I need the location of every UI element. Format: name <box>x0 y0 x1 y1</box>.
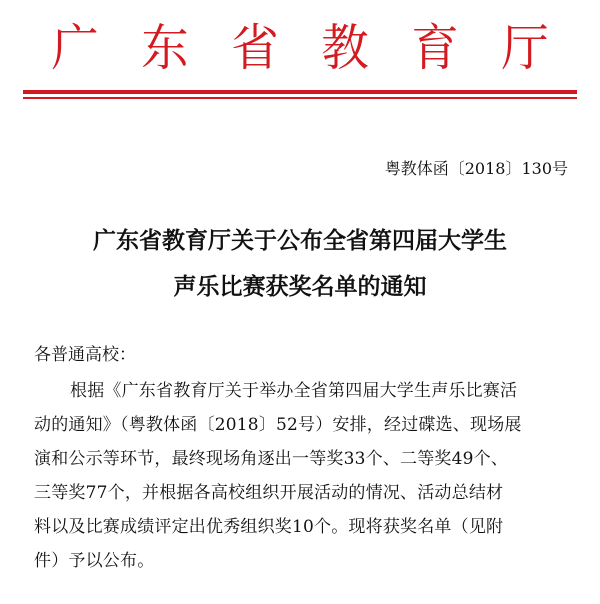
body-paragraph-line: 根据《广东省教育厅关于举办全省第四届大学生声乐比赛活 <box>70 381 518 401</box>
masthead-title <box>0 20 600 76</box>
body-paragraph-line: 件）予以公布。 <box>34 551 155 571</box>
body-paragraph-line: 料以及比赛成绩评定出优秀组织奖10个。现将获奖名单（见附 <box>34 517 504 537</box>
document-number: 粤教体函〔2018〕130号 <box>384 159 568 178</box>
masthead-char: 厅 <box>501 19 549 77</box>
body-paragraph-line: 演和公示等环节，最终现场角逐出一等奖33个、二等奖49个、 <box>34 449 509 469</box>
masthead-char: 教 <box>321 19 369 77</box>
body-paragraph-line: 三等奖77个，并根据各高校组织开展活动的情况、活动总结材 <box>34 483 504 503</box>
masthead-char: 育 <box>411 19 459 77</box>
document-title-line-2: 声乐比赛获奖名单的通知 <box>173 274 427 300</box>
masthead-char: 省 <box>231 19 279 77</box>
document-title-line-1: 广东省教育厅关于公布全省第四届大学生 <box>93 228 507 254</box>
masthead-divider-thick <box>23 90 577 94</box>
masthead-char: 广 <box>51 19 99 77</box>
masthead-divider-thin <box>23 97 577 99</box>
salutation: 各普通高校： <box>34 345 136 365</box>
body-paragraph-line: 动的通知》（粤教体函〔2018〕52号）安排，经过碟选、现场展 <box>34 415 522 435</box>
masthead-char: 东 <box>141 19 189 77</box>
